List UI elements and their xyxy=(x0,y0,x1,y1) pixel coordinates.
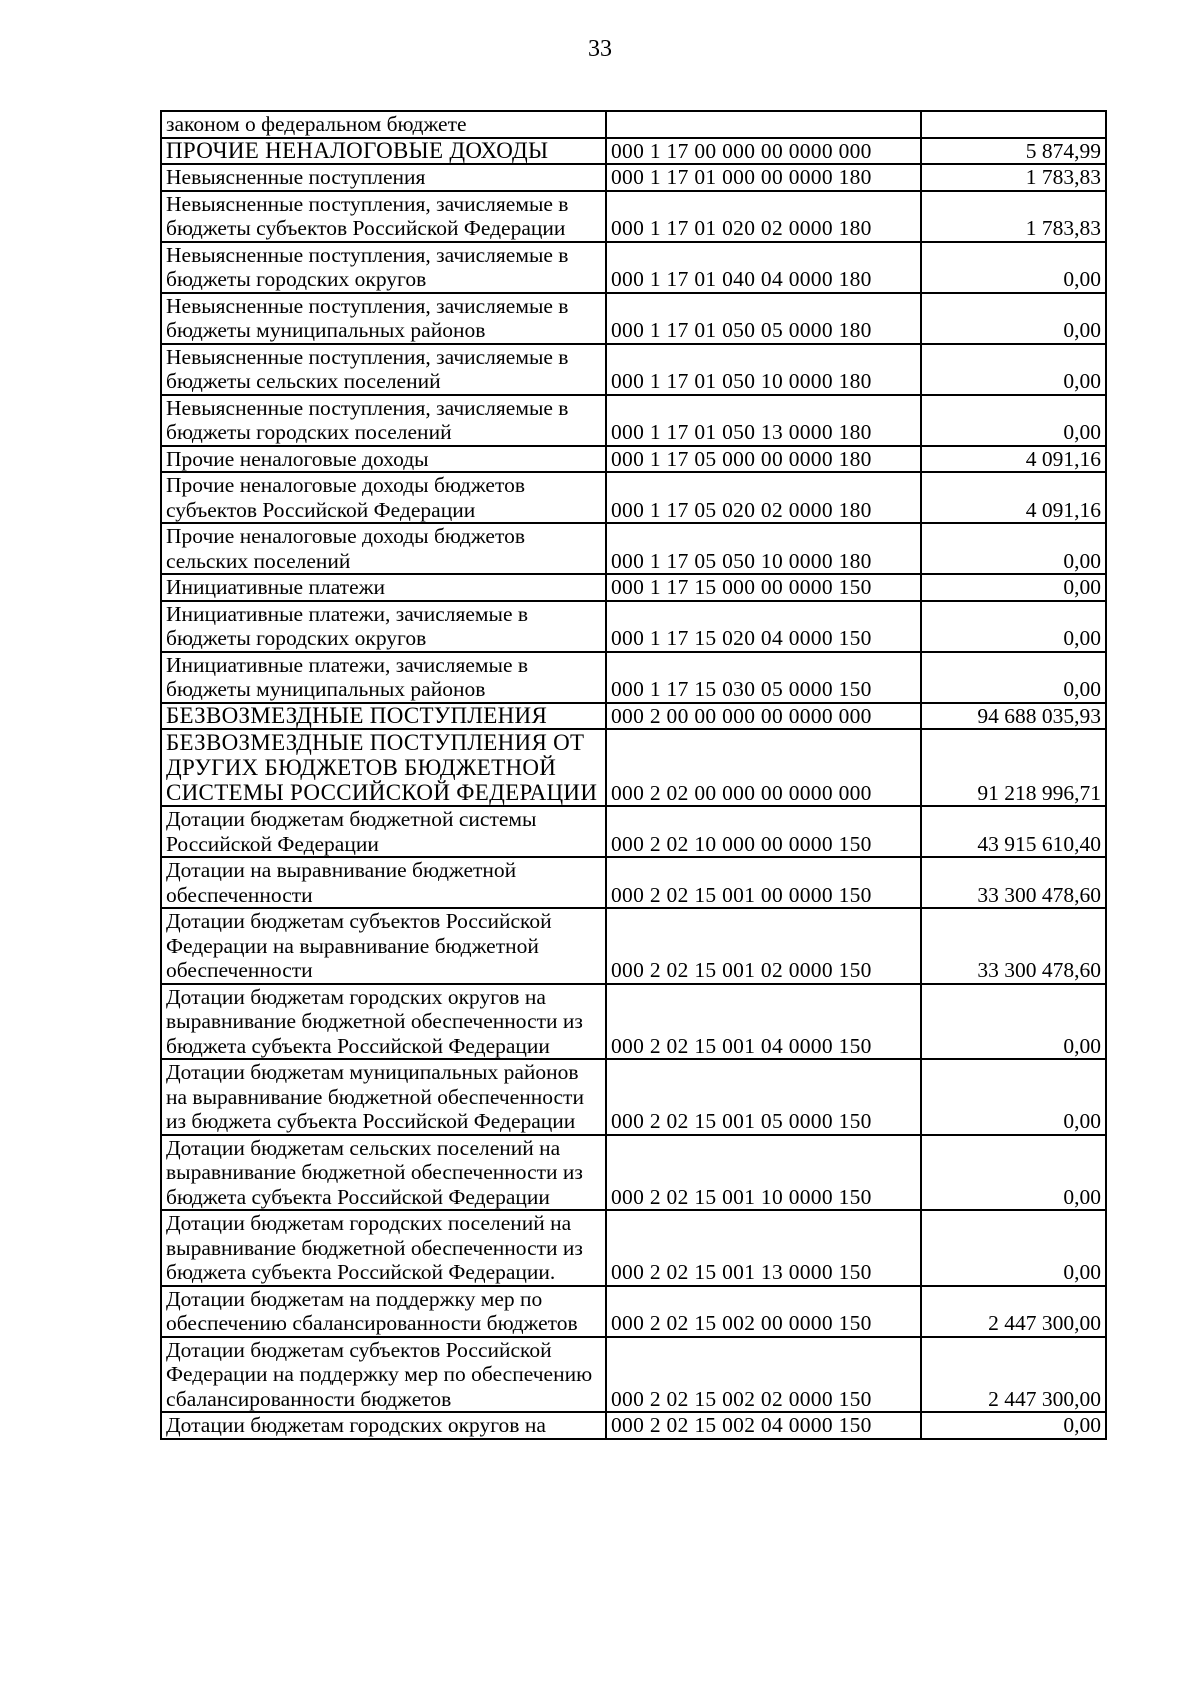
row-code: 000 1 17 01 050 13 0000 180 xyxy=(606,395,921,446)
table-row xyxy=(161,293,1106,344)
row-name: Невыясненные поступления, зачисляемые в бюджеты субъектов Российской Федерации xyxy=(161,191,606,242)
row-name: Дотации на выравнивание бюджетной обеспеченности xyxy=(161,857,606,908)
row-sum: 0,00 xyxy=(921,293,1106,344)
row-name: Прочие неналоговые доходы бюджетов сельских поселений xyxy=(161,523,606,574)
table-row xyxy=(161,242,1106,293)
row-name: БЕЗВОЗМЕЗДНЫЕ ПОСТУПЛЕНИЯ xyxy=(161,703,606,730)
row-sum: 0,00 xyxy=(921,1135,1106,1211)
page-number: 33 xyxy=(588,36,612,62)
table-row xyxy=(161,601,1106,652)
table-row xyxy=(161,1337,1106,1413)
row-name: ПРОЧИЕ НЕНАЛОГОВЫЕ ДОХОДЫ xyxy=(161,138,606,165)
row-name: Дотации бюджетам городских округов на выравнивание бюджетной обеспеченности из бюджета субъекта Российской Федерации xyxy=(161,984,606,1060)
row-code: 000 2 02 15 001 04 0000 150 xyxy=(606,984,921,1060)
row-name: Невыясненные поступления, зачисляемые в бюджеты городских поселений xyxy=(161,395,606,446)
table-row xyxy=(161,446,1106,473)
row-code: 000 1 17 01 040 04 0000 180 xyxy=(606,242,921,293)
row-name: Невыясненные поступления, зачисляемые в бюджеты муниципальных районов xyxy=(161,293,606,344)
table-row xyxy=(161,984,1106,1060)
table-row xyxy=(161,908,1106,984)
row-name: Дотации бюджетам муниципальных районов на выравнивание бюджетной обеспеченности из бюджета субъекта Российской Федерации xyxy=(161,1059,606,1135)
row-name: Дотации бюджетам городских поселений на выравнивание бюджетной обеспеченности из бюджета субъекта Российской Федерации. xyxy=(161,1210,606,1286)
row-sum: 0,00 xyxy=(921,984,1106,1060)
table-row xyxy=(161,472,1106,523)
table-row xyxy=(161,191,1106,242)
row-sum: 33 300 478,60 xyxy=(921,857,1106,908)
row-name: Дотации бюджетам городских округов на xyxy=(161,1412,606,1439)
row-code: 000 2 02 15 001 02 0000 150 xyxy=(606,908,921,984)
row-sum: 91 218 996,71 xyxy=(921,729,1106,806)
row-name: Дотации бюджетам субъектов Российской Федерации на выравнивание бюджетной обеспеченности xyxy=(161,908,606,984)
row-sum: 1 783,83 xyxy=(921,191,1106,242)
row-sum: 2 447 300,00 xyxy=(921,1286,1106,1337)
row-name: Прочие неналоговые доходы xyxy=(161,446,606,473)
row-code: 000 2 02 15 002 00 0000 150 xyxy=(606,1286,921,1337)
row-name: Невыясненные поступления, зачисляемые в бюджеты городских округов xyxy=(161,242,606,293)
row-sum: 0,00 xyxy=(921,574,1106,601)
row-sum: 0,00 xyxy=(921,1059,1106,1135)
row-code: 000 1 17 15 020 04 0000 150 xyxy=(606,601,921,652)
row-sum: 2 447 300,00 xyxy=(921,1337,1106,1413)
row-code: 000 1 17 00 000 00 0000 000 xyxy=(606,138,921,165)
row-code: 000 1 17 01 050 10 0000 180 xyxy=(606,344,921,395)
row-sum: 4 091,16 xyxy=(921,446,1106,473)
table-row xyxy=(161,1059,1106,1135)
row-sum: 33 300 478,60 xyxy=(921,908,1106,984)
row-sum: 0,00 xyxy=(921,242,1106,293)
row-name: Дотации бюджетам на поддержку мер по обеспечению сбалансированности бюджетов xyxy=(161,1286,606,1337)
table-row xyxy=(161,652,1106,703)
row-code xyxy=(606,111,921,138)
row-code: 000 1 17 05 020 02 0000 180 xyxy=(606,472,921,523)
row-code: 000 2 02 15 002 04 0000 150 xyxy=(606,1412,921,1439)
row-sum: 0,00 xyxy=(921,523,1106,574)
table-row xyxy=(161,1210,1106,1286)
row-sum: 0,00 xyxy=(921,1210,1106,1286)
row-code: 000 1 17 01 020 02 0000 180 xyxy=(606,191,921,242)
row-sum: 43 915 610,40 xyxy=(921,806,1106,857)
row-sum: 0,00 xyxy=(921,395,1106,446)
revenue-table xyxy=(160,110,1107,1440)
table-row xyxy=(161,1286,1106,1337)
table-row xyxy=(161,395,1106,446)
table-row xyxy=(161,344,1106,395)
row-sum: 94 688 035,93 xyxy=(921,703,1106,730)
row-name: Инициативные платежи xyxy=(161,574,606,601)
row-code: 000 2 02 15 001 05 0000 150 xyxy=(606,1059,921,1135)
row-sum: 1 783,83 xyxy=(921,164,1106,191)
row-name: Дотации бюджетам сельских поселений на выравнивание бюджетной обеспеченности из бюджета субъекта Российской Федерации xyxy=(161,1135,606,1211)
row-code: 000 1 17 01 050 05 0000 180 xyxy=(606,293,921,344)
table-row xyxy=(161,729,1106,806)
table-row xyxy=(161,574,1106,601)
row-name: Инициативные платежи, зачисляемые в бюджеты городских округов xyxy=(161,601,606,652)
row-sum: 5 874,99 xyxy=(921,138,1106,165)
row-code: 000 2 02 15 001 00 0000 150 xyxy=(606,857,921,908)
row-sum: 0,00 xyxy=(921,652,1106,703)
row-code: 000 1 17 05 000 00 0000 180 xyxy=(606,446,921,473)
table-row xyxy=(161,857,1106,908)
row-name: Дотации бюджетам субъектов Российской Федерации на поддержку мер по обеспечению сбалансированности бюджетов xyxy=(161,1337,606,1413)
table-row xyxy=(161,523,1106,574)
table-row xyxy=(161,138,1106,165)
row-sum: 0,00 xyxy=(921,601,1106,652)
row-code: 000 2 02 00 000 00 0000 000 xyxy=(606,729,921,806)
row-code: 000 2 02 15 002 02 0000 150 xyxy=(606,1337,921,1413)
table-row xyxy=(161,1135,1106,1211)
row-code: 000 1 17 05 050 10 0000 180 xyxy=(606,523,921,574)
table-row xyxy=(161,806,1106,857)
row-code: 000 2 02 15 001 10 0000 150 xyxy=(606,1135,921,1211)
table-row xyxy=(161,1412,1106,1439)
table-row xyxy=(161,164,1106,191)
row-code: 000 1 17 15 030 05 0000 150 xyxy=(606,652,921,703)
table-row xyxy=(161,703,1106,730)
table-row xyxy=(161,111,1106,138)
row-name: БЕЗВОЗМЕЗДНЫЕ ПОСТУПЛЕНИЯ ОТ ДРУГИХ БЮДЖЕТОВ БЮДЖЕТНОЙ СИСТЕМЫ РОССИЙСКОЙ ФЕДЕРАЦИИ xyxy=(161,729,606,806)
revenue-table-body xyxy=(161,111,1106,1439)
row-code: 000 2 02 15 001 13 0000 150 xyxy=(606,1210,921,1286)
row-name: Инициативные платежи, зачисляемые в бюджеты муниципальных районов xyxy=(161,652,606,703)
row-sum: 4 091,16 xyxy=(921,472,1106,523)
row-code: 000 2 02 10 000 00 0000 150 xyxy=(606,806,921,857)
row-sum: 0,00 xyxy=(921,344,1106,395)
row-code: 000 1 17 15 000 00 0000 150 xyxy=(606,574,921,601)
row-sum: 0,00 xyxy=(921,1412,1106,1439)
row-name: Дотации бюджетам бюджетной системы Российской Федерации xyxy=(161,806,606,857)
row-name: законом о федеральном бюджете xyxy=(161,111,606,138)
row-code: 000 2 00 00 000 00 0000 000 xyxy=(606,703,921,730)
row-name: Невыясненные поступления, зачисляемые в бюджеты сельских поселений xyxy=(161,344,606,395)
row-name: Прочие неналоговые доходы бюджетов субъектов Российской Федерации xyxy=(161,472,606,523)
row-code: 000 1 17 01 000 00 0000 180 xyxy=(606,164,921,191)
row-name: Невыясненные поступления xyxy=(161,164,606,191)
row-sum xyxy=(921,111,1106,138)
